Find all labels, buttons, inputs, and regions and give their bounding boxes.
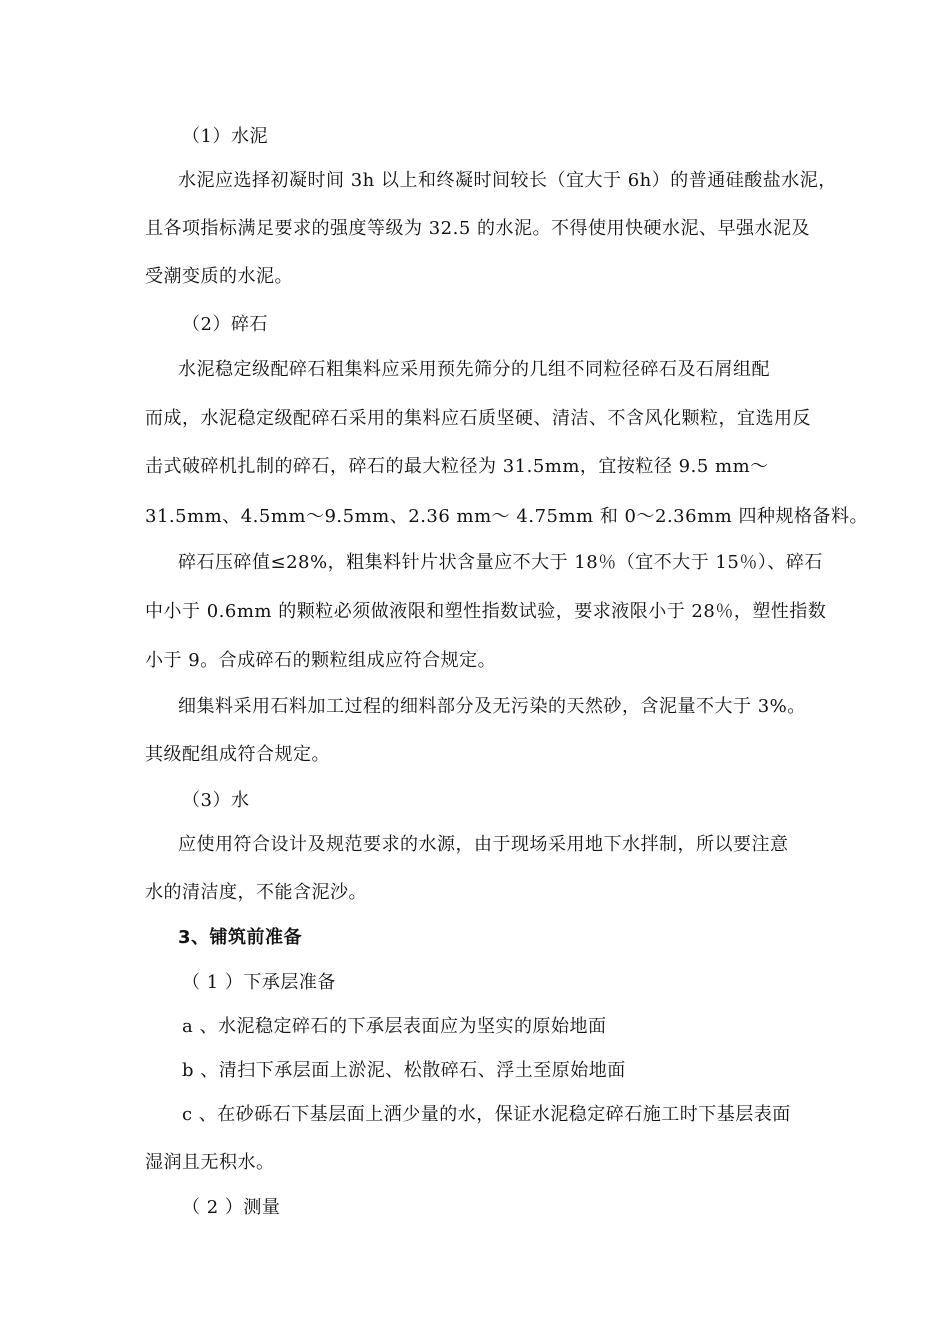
heading-gravel: （2）碎石 [182, 314, 268, 335]
paragraph-line: 而成，水泥稳定级配碎石采用的集料应石质坚硬、清洁、不含风化颗粒，宜选用反 [145, 408, 811, 429]
paragraph-line: 中小于 0.6mm 的颗粒必须做液限和塑性指数试验，要求液限小于 28％，塑性指数 [145, 601, 827, 622]
section-heading: 3、铺筑前准备 [178, 927, 303, 948]
list-item: a 、水泥稳定碎石的下承层表面应为坚实的原始地面 [182, 1016, 607, 1037]
paragraph-line: 31.5mm、4.5mm～9.5mm、2.36 mm～ 4.75mm 和 0～2.36mm 四种规格备料。 [145, 506, 868, 527]
paragraph-line: 应使用符合设计及规范要求的水源，由于现场采用地下水拌制，所以要注意 [178, 834, 789, 855]
heading-water: （3）水 [182, 790, 250, 811]
paragraph-line: 小于 9。合成碎石的颗粒组成应符合规定。 [145, 650, 497, 671]
paragraph-line: 且各项指标满足要求的强度等级为 32.5 的水泥。不得使用快硬水泥、早强水泥及 [145, 218, 811, 239]
paragraph-line: 细集料采用石料加工过程的细料部分及无污染的天然砂，含泥量不大于 3%。 [178, 696, 806, 717]
paragraph-line: 击式破碎机扎制的碎石，碎石的最大粒径为 31.5mm，宜按粒径 9.5 mm～ [145, 456, 769, 477]
paragraph-line: 受潮变质的水泥。 [145, 266, 293, 287]
paragraph-line: 湿润且无积水。 [145, 1152, 275, 1173]
heading-cement: （1）水泥 [182, 126, 268, 147]
paragraph-line: 水的清洁度，不能含泥沙。 [145, 882, 367, 903]
paragraph-line: 碎石压碎值≤28%，粗集料针片状含量应不大于 18％（宜不大于 15％）、碎石 [178, 552, 823, 573]
subheading-survey: （ 2 ）测量 [182, 1197, 281, 1218]
paragraph-line: 水泥稳定级配碎石粗集料应采用预先筛分的几组不同粒径碎石及石屑组配 [178, 359, 770, 380]
list-item: c 、在砂砾石下基层面上洒少量的水，保证水泥稳定碎石施工时下基层表面 [182, 1104, 791, 1125]
paragraph-line: 水泥应选择初凝时间 3h 以上和终凝时间较长（宜大于 6h）的普通硅酸盐水泥， [178, 170, 837, 191]
list-item: b 、清扫下承层面上淤泥、松散碎石、浮土至原始地面 [182, 1060, 626, 1081]
paragraph-line: 其级配组成符合规定。 [145, 744, 330, 765]
subheading-underlayer: （ 1 ）下承层准备 [182, 972, 336, 993]
